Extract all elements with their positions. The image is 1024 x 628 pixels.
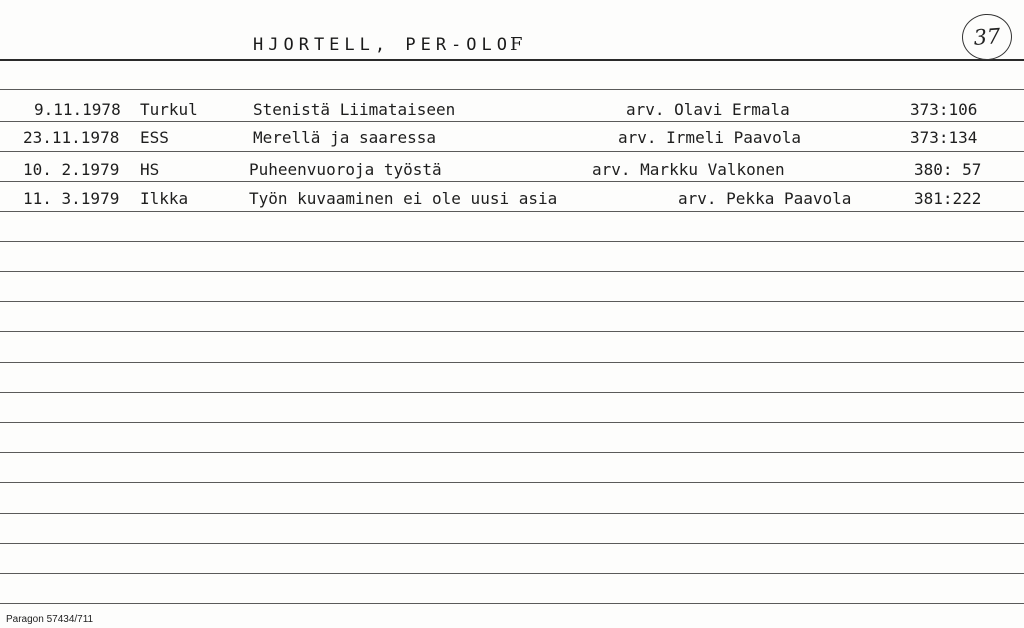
ruled-line [0, 241, 1024, 242]
ruled-line [0, 603, 1024, 604]
entry-source: HS [140, 160, 160, 179]
ruled-line [0, 271, 1024, 272]
card-title [253, 34, 523, 55]
ruled-line [0, 59, 1024, 61]
ruled-line [0, 482, 1024, 483]
entry-reviewer: arv. Pekka Paavola [678, 189, 852, 208]
entry-source: Turkul [140, 100, 198, 119]
card-print-code: Paragon 57434/711 [6, 614, 94, 625]
ruled-line [0, 422, 1024, 423]
entry-ref: 381:222 [914, 189, 982, 208]
ruled-line [0, 89, 1024, 90]
entry-reviewer: arv. Markku Valkonen [592, 160, 785, 179]
ruled-line [0, 211, 1024, 212]
entry-date: 9.11.1978 [34, 100, 121, 119]
entry-source: Ilkka [140, 189, 189, 208]
entry-date: 11. 3.1979 [23, 189, 120, 208]
ruled-line [0, 452, 1024, 453]
ruled-line [0, 362, 1024, 363]
ruled-line [0, 543, 1024, 544]
ruled-line [0, 181, 1024, 182]
entry-title: Puheenvuoroja työstä [249, 160, 442, 179]
ruled-line [0, 151, 1024, 152]
ruled-line [0, 121, 1024, 122]
entry-ref: 373:134 [910, 128, 978, 147]
entry-source: ESS [140, 128, 169, 147]
card-number-stamp: 37 [960, 12, 1013, 61]
ruled-line [0, 513, 1024, 514]
entry-ref: 380: 57 [914, 160, 982, 179]
entry-reviewer: arv. Olavi Ermala [626, 100, 790, 119]
entry-date: 10. 2.1979 [23, 160, 120, 179]
entry-title: Työn kuvaaminen ei ole uusi asia [249, 189, 558, 208]
ruled-line [0, 331, 1024, 332]
ruled-line [0, 392, 1024, 393]
entry-title: Merellä ja saaressa [253, 128, 437, 147]
entry-reviewer: arv. Irmeli Paavola [618, 128, 802, 147]
author-name: HJORTELL, PER-OLO [253, 35, 512, 55]
entry-date: 23.11.1978 [23, 128, 120, 147]
entry-title: Stenistä Liimataiseen [253, 100, 456, 119]
handwritten-correction: F [510, 34, 523, 55]
entry-ref: 373:106 [910, 100, 978, 119]
ruled-line [0, 301, 1024, 302]
ruled-line [0, 573, 1024, 574]
